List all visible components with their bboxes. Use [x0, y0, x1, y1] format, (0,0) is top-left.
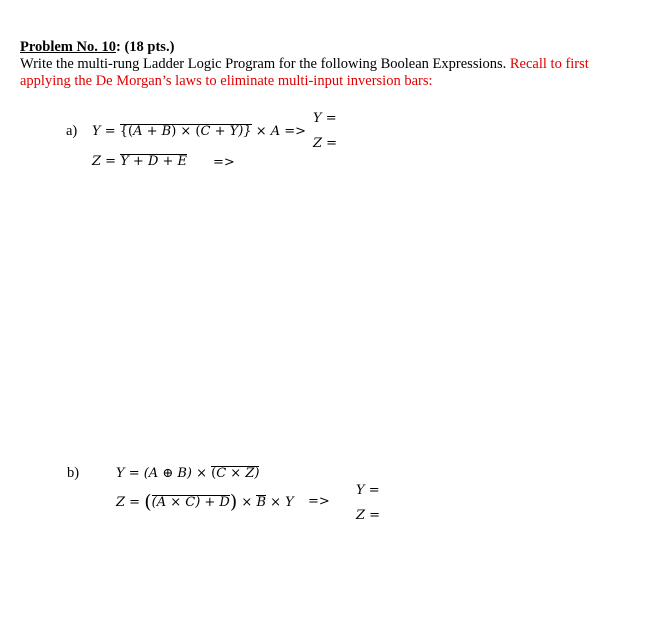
- part-a-b-bar: B: [161, 124, 172, 139]
- part-b-y-lhs: Y = (A ⊕ B) ×: [116, 466, 212, 481]
- part-a-y-times-a: × A =>: [251, 124, 307, 139]
- recall-text-1: Recall to first: [509, 56, 589, 72]
- part-b-b-bar: B: [256, 495, 266, 510]
- problem-title: Problem No. 10: [20, 39, 116, 55]
- part-a-e-bar: E: [177, 154, 188, 169]
- problem-points: : (18 pts.): [116, 39, 175, 55]
- part-b-answer-z: Z =: [356, 508, 381, 523]
- recall-text-2: applying the De Morgan’s laws to eliminate multi-input inversion bars:: [20, 73, 433, 89]
- problem-heading: [20, 39, 174, 56]
- part-a-y-equation: [92, 124, 306, 139]
- instruction-line: [20, 56, 589, 73]
- part-a-y-overbar-group: {(A + B) × (C + Y)}: [119, 124, 252, 139]
- part-b-y-equation: [116, 466, 259, 481]
- part-a-z-overbar-group: Y + D + E: [120, 154, 188, 169]
- part-a-z-arrow: =>: [213, 155, 235, 170]
- part-a-y-lhs: Y =: [92, 124, 120, 139]
- part-a-answer-z: Z =: [313, 136, 338, 151]
- part-a-z-equation: [92, 154, 187, 169]
- part-b-z-lhs: Z =: [116, 495, 145, 510]
- part-b-z-open: (: [144, 491, 152, 513]
- part-b-z-overbar-group: (A × C) + D: [151, 495, 230, 510]
- part-a-c-bar: C: [200, 124, 211, 139]
- part-a-z-lhs: Z =: [92, 154, 121, 169]
- part-a-label: a): [66, 123, 78, 139]
- part-b-label: b): [67, 465, 80, 481]
- part-b-z-close: ): [229, 491, 238, 513]
- part-b-z-equation: Z = ((A × C) + D) × B × Y: [116, 491, 294, 513]
- instruction-text: Write the multi-rung Ladder Logic Program for the following Boolean Expressions.: [20, 56, 507, 72]
- part-a-answer-y: Y =: [313, 111, 337, 126]
- part-b-y-overbar-group: (C × Z): [211, 466, 260, 481]
- part-b-answer-y: Y =: [356, 483, 380, 498]
- part-b-z-arrow: =>: [308, 494, 330, 509]
- part-b-c-bar: C: [216, 466, 227, 481]
